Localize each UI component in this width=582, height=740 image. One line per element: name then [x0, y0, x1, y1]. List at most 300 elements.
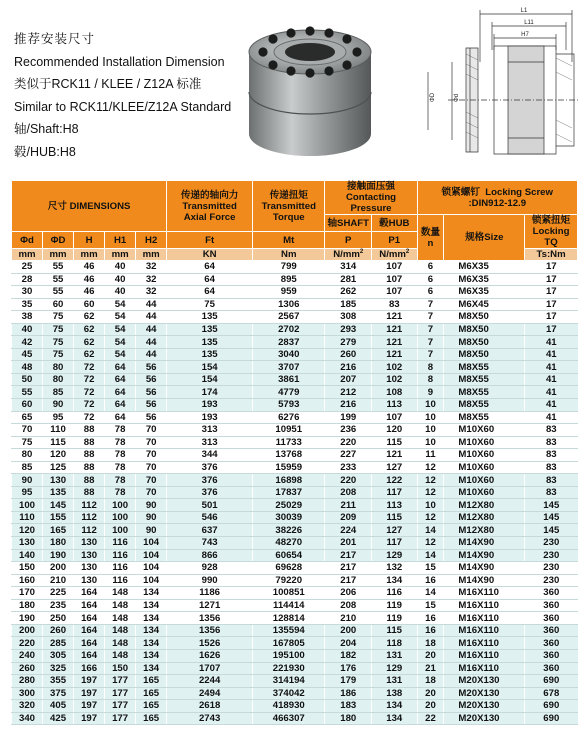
- cell-ft: 193: [167, 411, 253, 424]
- table-row: [12, 399, 578, 412]
- cell-h1: 78: [105, 449, 136, 462]
- cell-h2: 56: [136, 399, 167, 412]
- cell-h2: 32: [136, 273, 167, 286]
- cell-h1: 116: [105, 574, 136, 587]
- cell-h1: 78: [105, 474, 136, 487]
- cell-h: 62: [74, 348, 105, 361]
- cell-h: 88: [74, 461, 105, 474]
- unit-cell: KN: [167, 249, 253, 261]
- cell-mt: 69628: [253, 562, 325, 575]
- cell-qty: 15: [417, 562, 444, 575]
- cell-ft: 135: [167, 348, 253, 361]
- cell-mt: 3861: [253, 373, 325, 386]
- cell-qty: 10: [417, 424, 444, 437]
- cell-p: 293: [325, 323, 372, 336]
- unit-cell: mm: [136, 249, 167, 261]
- cell-h1: 116: [105, 537, 136, 550]
- cell-ft: 1186: [167, 587, 253, 600]
- cell-h1: 116: [105, 562, 136, 575]
- cell-ft: 928: [167, 562, 253, 575]
- cell-h1: 148: [105, 587, 136, 600]
- table-row: [12, 411, 578, 424]
- cell-phiD: 355: [43, 675, 74, 688]
- cell-qty: 7: [417, 348, 444, 361]
- cell-qty: 9: [417, 386, 444, 399]
- cell-size: M12X80: [444, 511, 525, 524]
- header-screw-line1: [418, 187, 577, 198]
- cell-phiD: 425: [43, 712, 74, 725]
- cell-p: 185: [325, 298, 372, 311]
- cell-p1: 115: [372, 436, 418, 449]
- cell-ft: 193: [167, 399, 253, 412]
- cell-phid: 170: [12, 587, 43, 600]
- cell-h2: 44: [136, 323, 167, 336]
- table-row: [12, 323, 578, 336]
- cell-p1: 134: [372, 712, 418, 725]
- cell-h: 88: [74, 449, 105, 462]
- cell-ft: 501: [167, 499, 253, 512]
- cell-h1: 177: [105, 687, 136, 700]
- cell-phiD: 285: [43, 637, 74, 650]
- unit-cell-p: [325, 249, 372, 261]
- cell-p: 281: [325, 273, 372, 286]
- cell-p: 208: [325, 486, 372, 499]
- table-row: [12, 311, 578, 324]
- table-row: [12, 424, 578, 437]
- cell-phiD: 135: [43, 486, 74, 499]
- header-force-en1: Transmitted: [182, 200, 237, 212]
- cell-h: 130: [74, 537, 105, 550]
- cell-h2: 134: [136, 587, 167, 600]
- table-row: [12, 574, 578, 587]
- cell-h2: 56: [136, 361, 167, 374]
- cell-size: M14X90: [444, 562, 525, 575]
- cell-p1: 131: [372, 675, 418, 688]
- cell-p: 207: [325, 373, 372, 386]
- cell-qty: 7: [417, 336, 444, 349]
- cell-qty: 16: [417, 574, 444, 587]
- cell-h: 197: [74, 675, 105, 688]
- cell-phid: 30: [12, 286, 43, 299]
- cell-locking-tq: 17: [525, 261, 578, 274]
- cell-phid: 160: [12, 574, 43, 587]
- cell-h1: 54: [105, 323, 136, 336]
- cell-phiD: 250: [43, 612, 74, 625]
- cell-phid: 120: [12, 524, 43, 537]
- cell-h2: 70: [136, 424, 167, 437]
- cell-h: 88: [74, 424, 105, 437]
- cell-h2: 134: [136, 637, 167, 650]
- cell-phiD: 180: [43, 537, 74, 550]
- cell-size: M10X60: [444, 461, 525, 474]
- cell-p: 217: [325, 562, 372, 575]
- cell-qty: 11: [417, 449, 444, 462]
- table-row: [12, 637, 578, 650]
- cell-p1: 121: [372, 449, 418, 462]
- cell-h1: 100: [105, 499, 136, 512]
- table-row: [12, 562, 578, 575]
- cell-h2: 90: [136, 499, 167, 512]
- cell-h: 60: [74, 298, 105, 311]
- cell-h2: 70: [136, 449, 167, 462]
- cell-h: 164: [74, 624, 105, 637]
- header-hub: 毂HUB: [372, 215, 418, 232]
- cell-p: 204: [325, 637, 372, 650]
- title-cn: 推荐安装尺寸: [14, 32, 96, 46]
- hub-tolerance: 毂/HUB:H8: [14, 144, 76, 159]
- cell-ft: 154: [167, 361, 253, 374]
- cell-h: 46: [74, 261, 105, 274]
- cell-p1: 131: [372, 649, 418, 662]
- cell-mt: 418930: [253, 700, 325, 713]
- cell-h2: 44: [136, 336, 167, 349]
- cell-p1: 120: [372, 424, 418, 437]
- cell-p1: 117: [372, 486, 418, 499]
- cell-size: M20X130: [444, 712, 525, 725]
- cell-size: M16X110: [444, 637, 525, 650]
- cell-p: 216: [325, 399, 372, 412]
- cell-ft: 1356: [167, 612, 253, 625]
- cell-h1: 40: [105, 273, 136, 286]
- cell-h2: 32: [136, 286, 167, 299]
- cell-phiD: 80: [43, 361, 74, 374]
- cell-phid: 190: [12, 612, 43, 625]
- table-row: [12, 712, 578, 725]
- cell-phid: 320: [12, 700, 43, 713]
- cell-locking-tq: 230: [525, 574, 578, 587]
- cell-p: 180: [325, 712, 372, 725]
- cell-h1: 64: [105, 411, 136, 424]
- cell-size: M6X45: [444, 298, 525, 311]
- cell-mt: 2567: [253, 311, 325, 324]
- cell-qty: 12: [417, 511, 444, 524]
- cell-h2: 134: [136, 649, 167, 662]
- header-pressure-cn: 接触面压强: [347, 181, 395, 192]
- cell-p: 209: [325, 511, 372, 524]
- cell-h: 164: [74, 587, 105, 600]
- cell-ft: 376: [167, 474, 253, 487]
- cell-phiD: 75: [43, 311, 74, 324]
- cell-h: 197: [74, 712, 105, 725]
- cell-mt: 167805: [253, 637, 325, 650]
- cell-h1: 100: [105, 511, 136, 524]
- cell-mt: 48270: [253, 537, 325, 550]
- cell-qty: 20: [417, 700, 444, 713]
- cell-h1: 78: [105, 424, 136, 437]
- cell-p: 308: [325, 311, 372, 324]
- table-row: [12, 499, 578, 512]
- cell-h2: 90: [136, 524, 167, 537]
- cell-mt: 466307: [253, 712, 325, 725]
- cell-phiD: 200: [43, 562, 74, 575]
- cell-size: M16X110: [444, 662, 525, 675]
- cell-phiD: 375: [43, 687, 74, 700]
- cell-p1: 119: [372, 599, 418, 612]
- cell-qty: 20: [417, 687, 444, 700]
- header-force-en2: Axial Force: [183, 211, 236, 223]
- cell-locking-tq: 83: [525, 486, 578, 499]
- cell-phiD: 75: [43, 336, 74, 349]
- col-ft: Ft: [167, 232, 253, 249]
- cell-h: 112: [74, 499, 105, 512]
- cell-qty: 20: [417, 649, 444, 662]
- cell-h2: 104: [136, 537, 167, 550]
- cell-p: 183: [325, 700, 372, 713]
- cell-p: 217: [325, 574, 372, 587]
- cell-locking-tq: 678: [525, 687, 578, 700]
- cell-locking-tq: 360: [525, 624, 578, 637]
- cell-size: M16X110: [444, 599, 525, 612]
- cell-phid: 95: [12, 486, 43, 499]
- cell-ft: 135: [167, 311, 253, 324]
- cell-phiD: 125: [43, 461, 74, 474]
- cell-size: M8X50: [444, 323, 525, 336]
- cell-ft: 1626: [167, 649, 253, 662]
- cell-h2: 56: [136, 411, 167, 424]
- cell-phiD: 55: [43, 286, 74, 299]
- col-p: P: [325, 232, 372, 249]
- header-qty: [417, 215, 444, 261]
- cell-p1: 134: [372, 700, 418, 713]
- cell-ft: 2244: [167, 675, 253, 688]
- cell-h: 72: [74, 399, 105, 412]
- cell-mt: 60654: [253, 549, 325, 562]
- cell-size: M14X90: [444, 574, 525, 587]
- cell-size: M10X60: [444, 486, 525, 499]
- cell-h: 62: [74, 336, 105, 349]
- cell-p: 314: [325, 261, 372, 274]
- cell-h1: 177: [105, 700, 136, 713]
- unit-sup: 2: [405, 248, 410, 255]
- cell-locking-tq: 230: [525, 549, 578, 562]
- table-row: [12, 511, 578, 524]
- cell-p1: 129: [372, 549, 418, 562]
- cell-locking-tq: 360: [525, 587, 578, 600]
- title-en: Recommended Installation Dimension: [14, 54, 225, 69]
- cell-locking-tq: 17: [525, 273, 578, 286]
- cell-phid: 110: [12, 511, 43, 524]
- cell-h2: 70: [136, 486, 167, 499]
- header-qty-cn: 数量: [420, 226, 441, 238]
- cell-p: 211: [325, 499, 372, 512]
- cell-phiD: 235: [43, 599, 74, 612]
- dim-phi-d-outer-label: ΦD: [430, 92, 436, 102]
- cell-p: 206: [325, 587, 372, 600]
- unit-cell: mm: [74, 249, 105, 261]
- cell-qty: 6: [417, 273, 444, 286]
- cell-phiD: 75: [43, 323, 74, 336]
- cell-ft: 1526: [167, 637, 253, 650]
- cell-h1: 148: [105, 649, 136, 662]
- cell-size: M10X60: [444, 449, 525, 462]
- cell-size: M6X35: [444, 261, 525, 274]
- table-row: [12, 461, 578, 474]
- cell-h1: 54: [105, 298, 136, 311]
- cell-mt: 128814: [253, 612, 325, 625]
- unit-cell: mm: [43, 249, 74, 261]
- cell-p1: 116: [372, 587, 418, 600]
- cell-h: 130: [74, 574, 105, 587]
- table-row: [12, 261, 578, 274]
- cell-h2: 70: [136, 461, 167, 474]
- cell-size: M12X80: [444, 499, 525, 512]
- cell-phid: 260: [12, 662, 43, 675]
- cell-p: 179: [325, 675, 372, 688]
- cell-phiD: 145: [43, 499, 74, 512]
- col-mt: Mt: [253, 232, 325, 249]
- header-pressure-en: Contacting Pressure: [345, 192, 397, 214]
- header-screw-std: :DIN912-12.9: [468, 197, 527, 209]
- cell-phid: 65: [12, 411, 43, 424]
- table-row: [12, 273, 578, 286]
- cell-h1: 40: [105, 261, 136, 274]
- cell-p1: 107: [372, 286, 418, 299]
- header-shaft: 轴SHAFT: [325, 215, 372, 232]
- cell-phid: 240: [12, 649, 43, 662]
- cell-h: 164: [74, 599, 105, 612]
- cell-locking-tq: 41: [525, 399, 578, 412]
- cell-size: M14X90: [444, 549, 525, 562]
- cell-size: M10X60: [444, 474, 525, 487]
- cell-h: 130: [74, 549, 105, 562]
- cell-ft: 135: [167, 323, 253, 336]
- cell-locking-tq: 230: [525, 562, 578, 575]
- cell-locking-tq: 17: [525, 311, 578, 324]
- cell-h2: 165: [136, 675, 167, 688]
- cell-locking-tq: 41: [525, 386, 578, 399]
- cell-qty: 22: [417, 712, 444, 725]
- cell-ft: 637: [167, 524, 253, 537]
- cell-locking-tq: 690: [525, 712, 578, 725]
- cell-mt: 4779: [253, 386, 325, 399]
- cell-locking-tq: 360: [525, 649, 578, 662]
- cell-p1: 134: [372, 574, 418, 587]
- cell-h: 88: [74, 486, 105, 499]
- cell-phiD: 405: [43, 700, 74, 713]
- cell-ft: 75: [167, 298, 253, 311]
- table-row: [12, 361, 578, 374]
- cell-h1: 148: [105, 637, 136, 650]
- cell-locking-tq: 230: [525, 537, 578, 550]
- cell-phid: 150: [12, 562, 43, 575]
- cell-p1: 107: [372, 261, 418, 274]
- cell-locking-tq: 17: [525, 298, 578, 311]
- cell-qty: 14: [417, 587, 444, 600]
- cell-mt: 13768: [253, 449, 325, 462]
- unit-sup: 2: [359, 248, 364, 255]
- cell-p: 236: [325, 424, 372, 437]
- cell-phid: 45: [12, 348, 43, 361]
- cell-mt: 79220: [253, 574, 325, 587]
- table-row: [12, 587, 578, 600]
- cell-p: 208: [325, 599, 372, 612]
- cell-mt: 374042: [253, 687, 325, 700]
- cell-h2: 165: [136, 687, 167, 700]
- cell-ft: 866: [167, 549, 253, 562]
- cell-size: M12X80: [444, 524, 525, 537]
- cell-qty: 18: [417, 637, 444, 650]
- cell-h2: 165: [136, 700, 167, 713]
- cell-h: 130: [74, 562, 105, 575]
- cell-phiD: 80: [43, 373, 74, 386]
- header-size: 规格Size: [444, 215, 525, 261]
- cell-size: M8X50: [444, 336, 525, 349]
- cell-p1: 113: [372, 399, 418, 412]
- cell-p: 210: [325, 612, 372, 625]
- cell-h1: 150: [105, 662, 136, 675]
- header-locking-tq: [525, 215, 578, 249]
- spec-table-body: [12, 261, 578, 725]
- cell-p1: 127: [372, 524, 418, 537]
- cell-ft: 546: [167, 511, 253, 524]
- col-phiD: ΦD: [43, 232, 74, 249]
- cell-p: 227: [325, 449, 372, 462]
- cell-size: M20X130: [444, 687, 525, 700]
- cell-h1: 54: [105, 311, 136, 324]
- cell-phid: 130: [12, 537, 43, 550]
- table-row: [12, 537, 578, 550]
- col-h: H: [74, 232, 105, 249]
- cell-h: 197: [74, 700, 105, 713]
- cell-phid: 340: [12, 712, 43, 725]
- table-row: [12, 687, 578, 700]
- cell-qty: 10: [417, 411, 444, 424]
- cell-size: M16X110: [444, 624, 525, 637]
- cell-p1: 83: [372, 298, 418, 311]
- cell-h1: 54: [105, 336, 136, 349]
- cell-p1: 119: [372, 612, 418, 625]
- cell-p1: 107: [372, 273, 418, 286]
- cell-phid: 42: [12, 336, 43, 349]
- cell-mt: 3040: [253, 348, 325, 361]
- cell-p1: 138: [372, 687, 418, 700]
- cell-locking-tq: 360: [525, 662, 578, 675]
- cell-h1: 177: [105, 712, 136, 725]
- cell-phiD: 165: [43, 524, 74, 537]
- cell-h: 62: [74, 311, 105, 324]
- header-lock-cn: 锁紧扭矩: [531, 215, 571, 226]
- cell-h: 197: [74, 687, 105, 700]
- cell-h2: 165: [136, 712, 167, 725]
- header-torque-en1: Transmitted: [261, 200, 316, 212]
- cell-h2: 56: [136, 386, 167, 399]
- cell-mt: 15959: [253, 461, 325, 474]
- cell-ft: 313: [167, 424, 253, 437]
- cell-h1: 64: [105, 386, 136, 399]
- cell-h2: 104: [136, 562, 167, 575]
- col-h2: H2: [136, 232, 167, 249]
- cell-p1: 122: [372, 474, 418, 487]
- unit-cell: mm: [105, 249, 136, 261]
- cell-mt: 114414: [253, 599, 325, 612]
- cell-locking-tq: 360: [525, 637, 578, 650]
- cell-ft: 1271: [167, 599, 253, 612]
- cell-qty: 12: [417, 474, 444, 487]
- cell-ft: 1707: [167, 662, 253, 675]
- cell-phid: 48: [12, 361, 43, 374]
- cell-phid: 220: [12, 637, 43, 650]
- cell-size: M10X60: [444, 424, 525, 437]
- cell-phiD: 190: [43, 549, 74, 562]
- cell-ft: 313: [167, 436, 253, 449]
- table-row: [12, 612, 578, 625]
- table-row: [12, 700, 578, 713]
- cell-phiD: 120: [43, 449, 74, 462]
- cell-h: 88: [74, 474, 105, 487]
- cell-phid: 60: [12, 399, 43, 412]
- cell-ft: 344: [167, 449, 253, 462]
- cell-h1: 100: [105, 524, 136, 537]
